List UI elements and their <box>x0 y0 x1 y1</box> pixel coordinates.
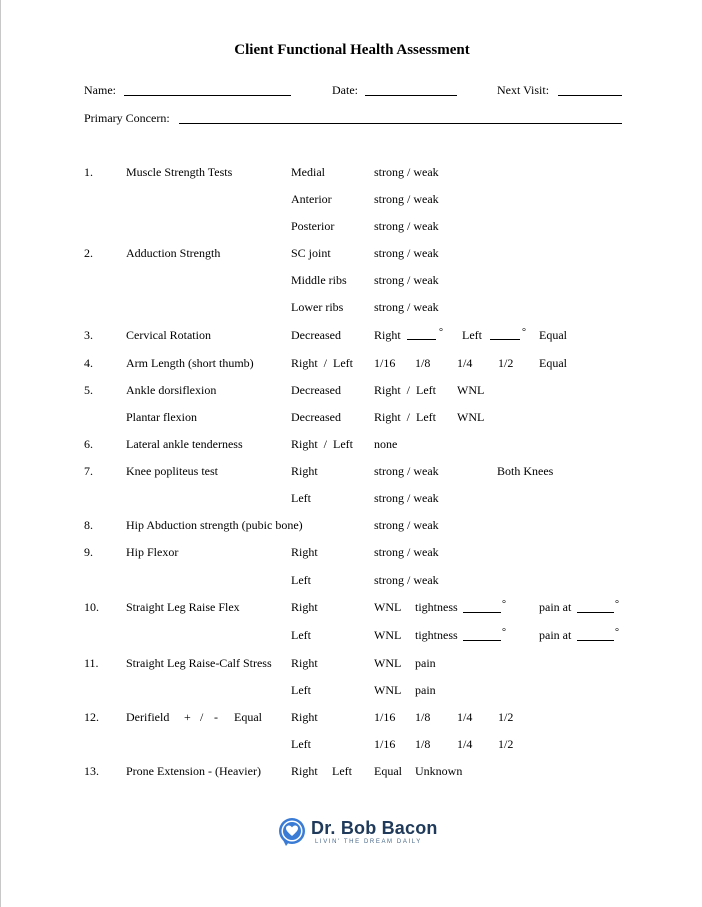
side-label: Left <box>291 573 311 587</box>
side-label: Right <box>291 545 318 559</box>
test-name: Adduction Strength <box>126 246 221 260</box>
left-option[interactable]: Left <box>332 764 352 778</box>
test-name: Prone Extension - (Heavier) <box>126 764 261 778</box>
left-label: Left <box>462 328 482 342</box>
length-option[interactable]: 1/2 <box>498 356 514 370</box>
test-name: Knee popliteus test <box>126 464 218 478</box>
date-label: Date: <box>332 83 358 97</box>
test-name: Lateral ankle tenderness <box>126 437 243 451</box>
side-label: Left <box>291 491 311 505</box>
pain-at-label: pain at <box>539 628 572 642</box>
length-option[interactable]: 1/8 <box>415 737 431 751</box>
finding-option: Decreased <box>291 328 341 342</box>
degree-symbol: ° <box>439 327 443 338</box>
test-name: Plantar flexion <box>126 410 197 424</box>
both-knees-option[interactable]: Both Knees <box>497 464 554 478</box>
pain-degrees-field[interactable] <box>577 612 614 613</box>
wnl-option[interactable]: WNL <box>374 683 402 697</box>
finding-option: Decreased <box>291 410 341 424</box>
item-number: 12. <box>84 710 99 724</box>
strength-option[interactable]: strong / weak <box>374 219 439 233</box>
side-label: Left <box>291 737 311 751</box>
wnl-option[interactable]: WNL <box>374 600 402 614</box>
finding-option: Decreased <box>291 383 341 397</box>
wnl-option[interactable]: WNL <box>457 383 485 397</box>
pain-at-label: pain at <box>539 600 572 614</box>
logo-name: Dr. Bob Bacon <box>311 818 438 838</box>
equal-option[interactable]: Equal <box>539 328 567 342</box>
side-label: Right <box>291 710 318 724</box>
test-position: Lower ribs <box>291 300 344 314</box>
item-number: 5. <box>84 383 93 397</box>
degree-symbol: ° <box>615 599 619 610</box>
side-label: Left <box>291 628 311 642</box>
length-option[interactable]: 1/2 <box>498 710 514 724</box>
side-option[interactable]: Right / Left <box>291 437 353 451</box>
length-option[interactable]: 1/16 <box>374 737 396 751</box>
length-option[interactable]: 1/4 <box>457 356 473 370</box>
test-position: SC joint <box>291 246 331 260</box>
pain-option[interactable]: pain <box>415 656 436 670</box>
length-option[interactable]: 1/16 <box>374 356 396 370</box>
primary-concern-field[interactable] <box>179 123 622 124</box>
item-number: 11. <box>84 656 99 670</box>
strength-option[interactable]: strong / weak <box>374 165 439 179</box>
left-degrees-field[interactable] <box>490 339 520 340</box>
item-number: 9. <box>84 545 93 559</box>
side-option[interactable]: Right / Left <box>374 410 436 424</box>
tightness-label: tightness <box>415 628 458 642</box>
strength-option[interactable]: strong / weak <box>374 300 439 314</box>
tightness-label: tightness <box>415 600 458 614</box>
logo-tagline: LIVIN' THE DREAM DAILY <box>315 839 422 845</box>
side-label: Right <box>291 600 318 614</box>
side-label: Right <box>291 656 318 670</box>
test-name: Straight Leg Raise Flex <box>126 600 240 614</box>
name-field[interactable] <box>124 95 291 96</box>
length-option[interactable]: 1/16 <box>374 710 396 724</box>
tightness-degrees-field[interactable] <box>463 612 501 613</box>
test-name: Hip Abduction strength (pubic bone) <box>126 518 303 532</box>
equal-option[interactable]: Equal <box>374 764 402 778</box>
degree-symbol: ° <box>502 599 506 610</box>
date-field[interactable] <box>365 95 457 96</box>
strength-option[interactable]: strong / weak <box>374 246 439 260</box>
right-degrees-field[interactable] <box>407 339 436 340</box>
tightness-degrees-field[interactable] <box>463 640 501 641</box>
minus-option[interactable]: - <box>214 710 218 724</box>
item-number: 7. <box>84 464 93 478</box>
test-name: Ankle dorsiflexion <box>126 383 217 397</box>
side-label: Left <box>291 683 311 697</box>
item-number: 1. <box>84 165 93 179</box>
right-option[interactable]: Right <box>291 764 318 778</box>
side-label: Right <box>291 464 318 478</box>
strength-option[interactable]: strong / weak <box>374 273 439 287</box>
plus-option[interactable]: + <box>184 710 191 724</box>
next-visit-label: Next Visit: <box>497 83 550 97</box>
none-option[interactable]: none <box>374 437 398 451</box>
test-position: Anterior <box>291 192 332 206</box>
length-option[interactable]: 1/8 <box>415 710 431 724</box>
item-number: 6. <box>84 437 93 451</box>
item-number: 2. <box>84 246 93 260</box>
strength-option[interactable]: strong / weak <box>374 545 439 559</box>
item-number: 13. <box>84 764 99 778</box>
degree-symbol: ° <box>522 327 526 338</box>
length-option[interactable]: 1/4 <box>457 710 473 724</box>
length-option[interactable]: 1/2 <box>498 737 514 751</box>
strength-option[interactable]: strong / weak <box>374 573 439 587</box>
heart-hands-icon <box>277 816 307 848</box>
test-name: Arm Length (short thumb) <box>126 356 254 370</box>
slash-divider: / <box>200 710 204 724</box>
strength-option[interactable]: strong / weak <box>374 491 439 505</box>
form-title: Client Functional Health Assessment <box>234 42 470 58</box>
test-position: Posterior <box>291 219 335 233</box>
brand-logo <box>277 816 437 852</box>
item-number: 4. <box>84 356 93 370</box>
unknown-option[interactable]: Unknown <box>415 764 463 778</box>
strength-option[interactable]: strong / weak <box>374 192 439 206</box>
item-number: 8. <box>84 518 93 532</box>
length-option[interactable]: 1/8 <box>415 356 431 370</box>
wnl-option[interactable]: WNL <box>374 656 402 670</box>
strength-option[interactable]: strong / weak <box>374 464 439 478</box>
degree-symbol: ° <box>615 627 619 638</box>
test-position: Middle ribs <box>291 273 347 287</box>
test-position: Medial <box>291 165 325 179</box>
equal-option[interactable]: Equal <box>234 710 262 724</box>
item-number: 10. <box>84 600 99 614</box>
test-name: Derifield <box>126 710 170 724</box>
pain-option[interactable]: pain <box>415 683 436 697</box>
test-name: Hip Flexor <box>126 545 179 559</box>
right-label: Right <box>374 328 401 342</box>
next-visit-field[interactable] <box>558 95 622 96</box>
strength-option[interactable]: strong / weak <box>374 518 439 532</box>
name-label: Name: <box>84 83 116 97</box>
test-name: Cervical Rotation <box>126 328 211 342</box>
degree-symbol: ° <box>502 627 506 638</box>
test-name: Straight Leg Raise-Calf Stress <box>126 656 272 670</box>
wnl-option[interactable]: WNL <box>374 628 402 642</box>
item-number: 3. <box>84 328 93 342</box>
side-option[interactable]: Right / Left <box>291 356 353 370</box>
pain-degrees-field[interactable] <box>577 640 614 641</box>
equal-option[interactable]: Equal <box>539 356 567 370</box>
length-option[interactable]: 1/4 <box>457 737 473 751</box>
test-name: Muscle Strength Tests <box>126 165 233 179</box>
primary-concern-label: Primary Concern: <box>84 111 170 125</box>
wnl-option[interactable]: WNL <box>457 410 485 424</box>
side-option[interactable]: Right / Left <box>374 383 436 397</box>
